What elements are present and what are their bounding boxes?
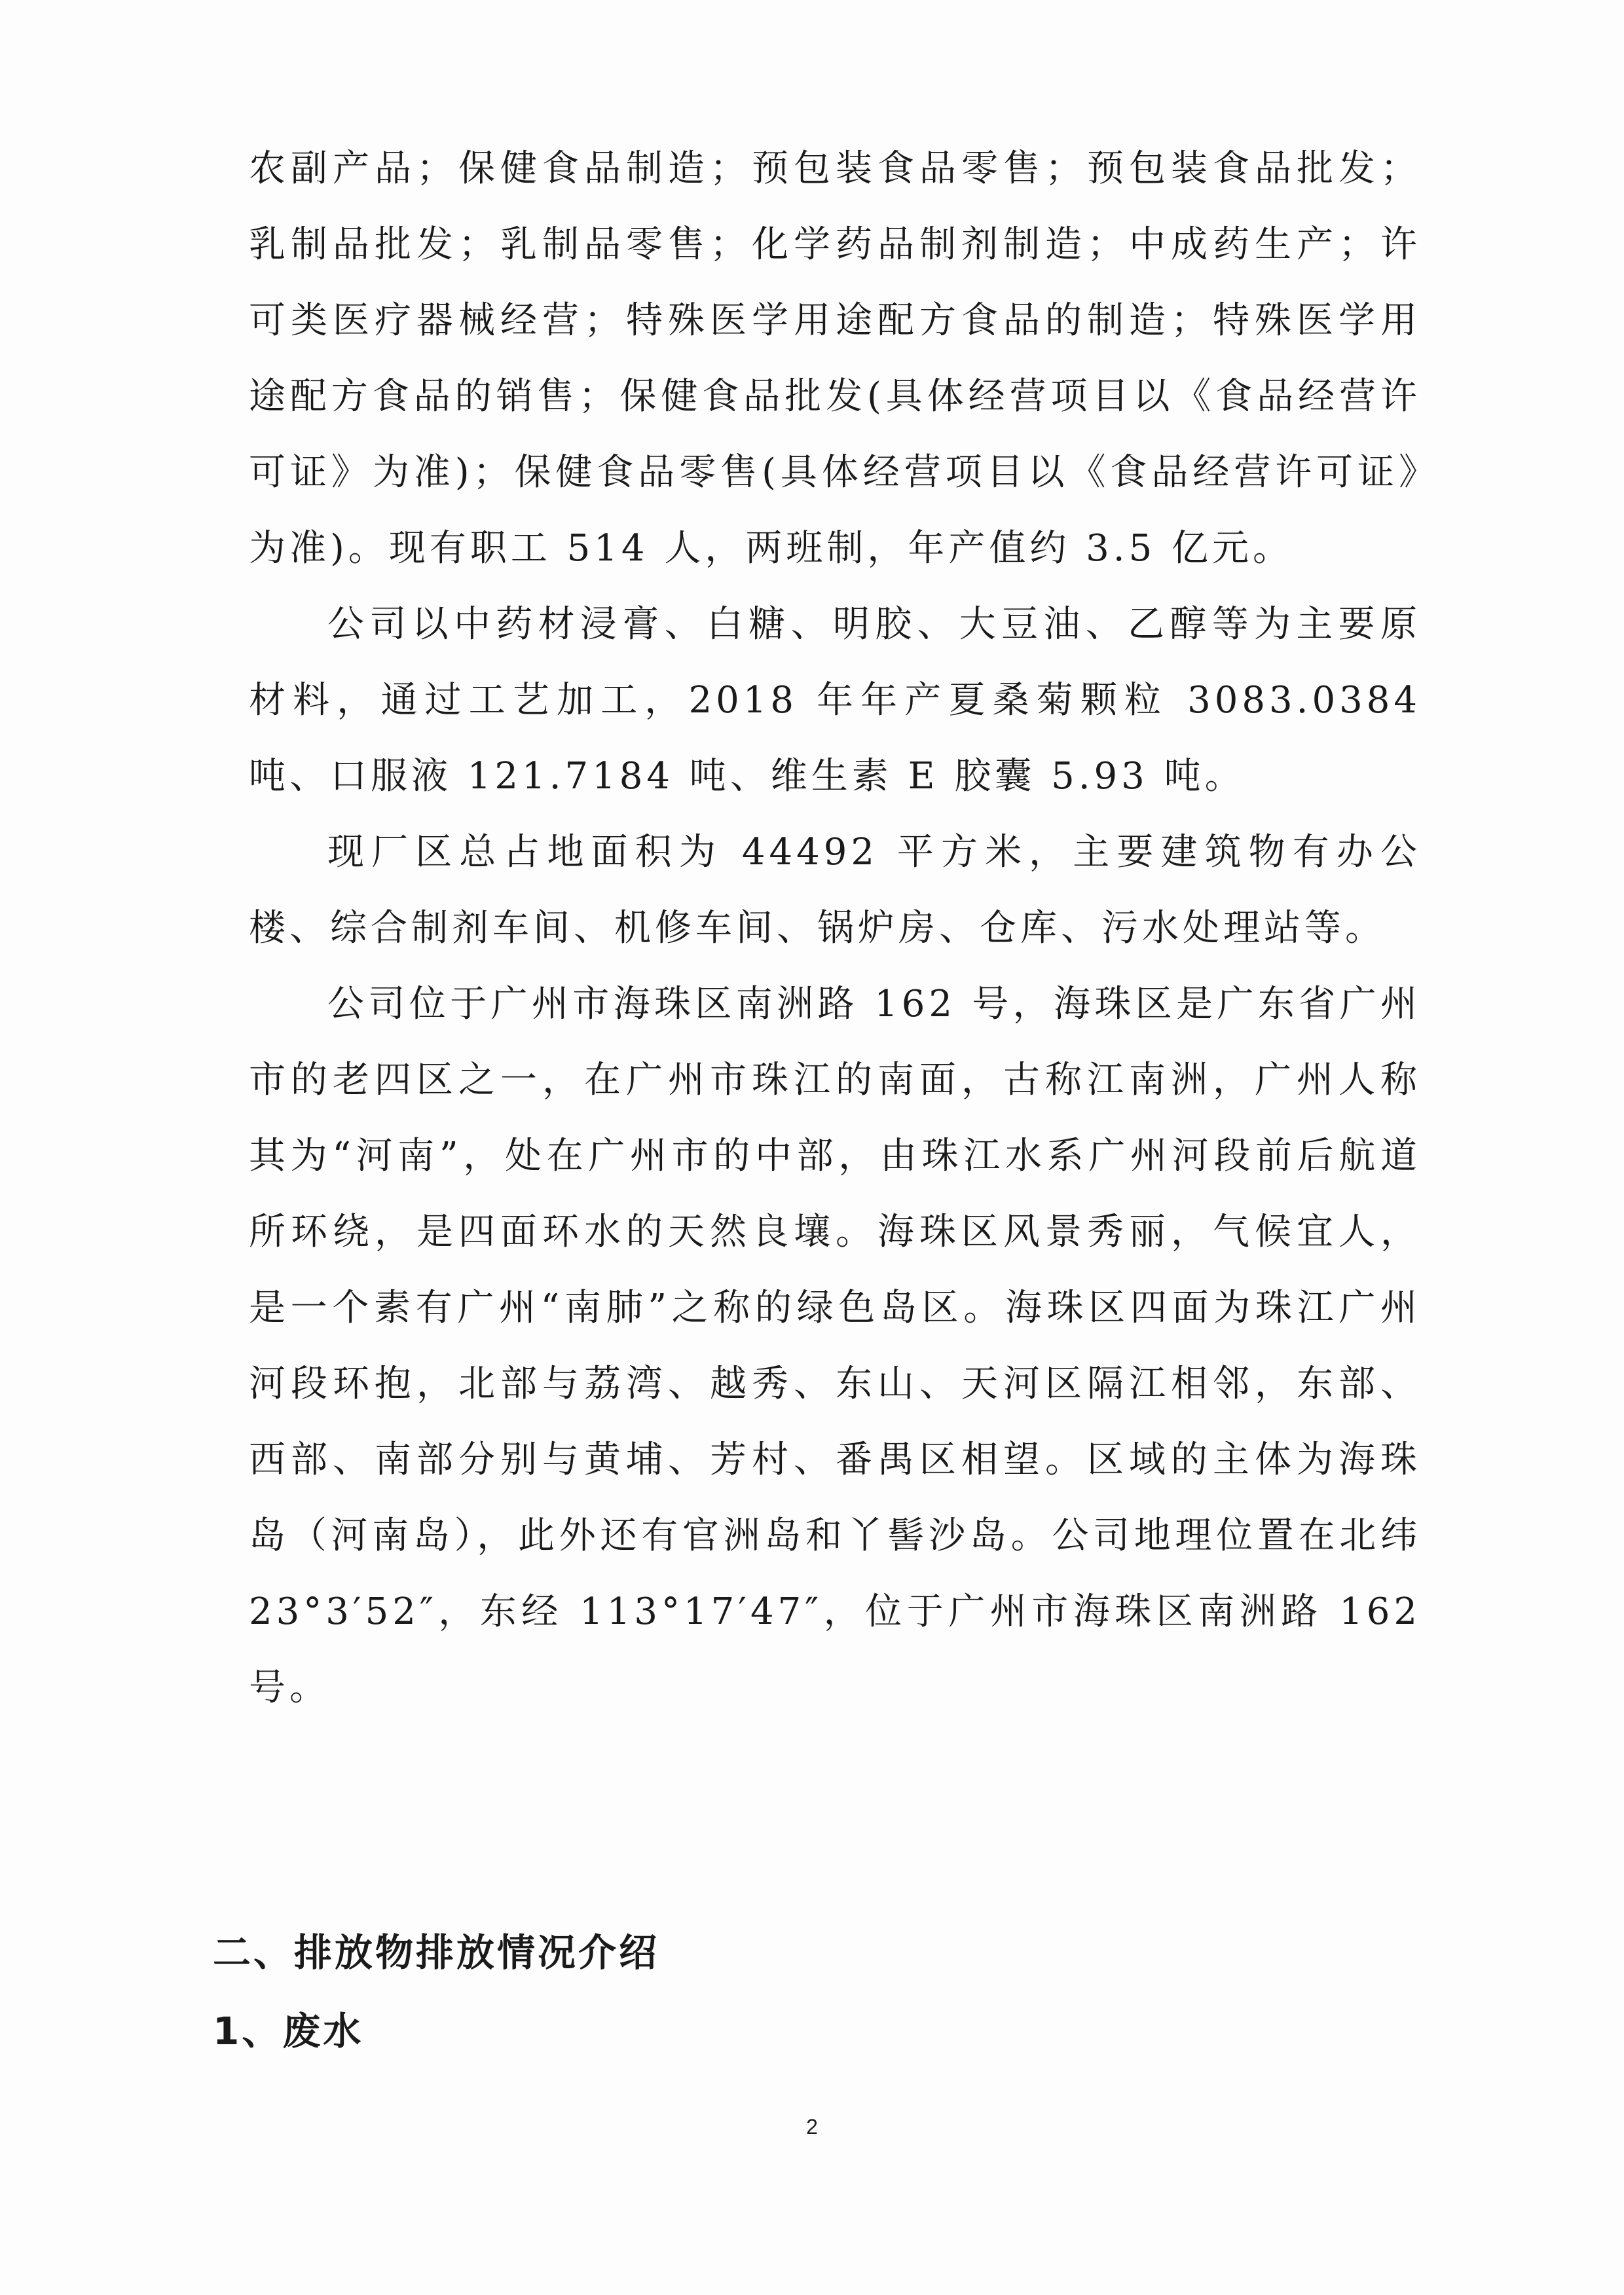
section-heading: 二、排放物排放情况介绍	[213, 1930, 660, 1975]
subsection-heading: 1、废水	[213, 2009, 364, 2053]
paragraph-raw-materials: 公司以中药材浸膏、白糖、明胶、大豆油、乙醇等为主要原材料，通过工艺加工，2018 年年产夏桑菊颗粒 3083.0384 吨、口服液 121.7184 吨、维生素 E 胶囊 5.93 吨。	[249, 603, 1421, 798]
paragraph-plant-area: 现厂区总占地面积为 44492 平方米，主要建筑物有办公楼、综合制剂车间、机修车间、锅炉房、仓库、污水处理站等。	[249, 831, 1421, 949]
paragraph-location: 公司位于广州市海珠区南洲路 162 号，海珠区是广东省广州市的老四区之一，在广州市珠江的南面，古称江南洲，广州人称其为“河南”，处在广州市的中部，由珠江水系广州河段前后航道所环绕，是四面环水的天然良壤。海珠区风景秀丽，气候宜人，是一个素有广州“南肺”之称的绿色岛区。海珠区四面为珠江广州河段环抱，北部与荔湾、越秀、东山、天河区隔江相邻，东部、西部、南部分别与黄埔、芳村、番禺区相望。区域的主体为海珠岛（河南岛），此外还有官洲岛和丫髻沙岛。公司地理位置在北纬 23°3′52″，东经 113°17′47″，位于广州市海珠区南洲路 162 号。	[249, 983, 1421, 1709]
body-text	[249, 131, 1421, 1726]
paragraph-business-scope: 农副产品；保健食品制造；预包装食品零售；预包装食品批发；乳制品批发；乳制品零售；化学药品制剂制造；中成药生产；许可类医疗器械经营；特殊医学用途配方食品的制造；特殊医学用途配方食品的销售；保健食品批发(具体经营项目以《食品经营许可证》为准)；保健食品零售(具体经营项目以《食品经营许可证》为准)。现有职工 514 人，两班制，年产值约 3.5 亿元。	[249, 147, 1421, 570]
page-number: 2	[806, 2115, 818, 2139]
